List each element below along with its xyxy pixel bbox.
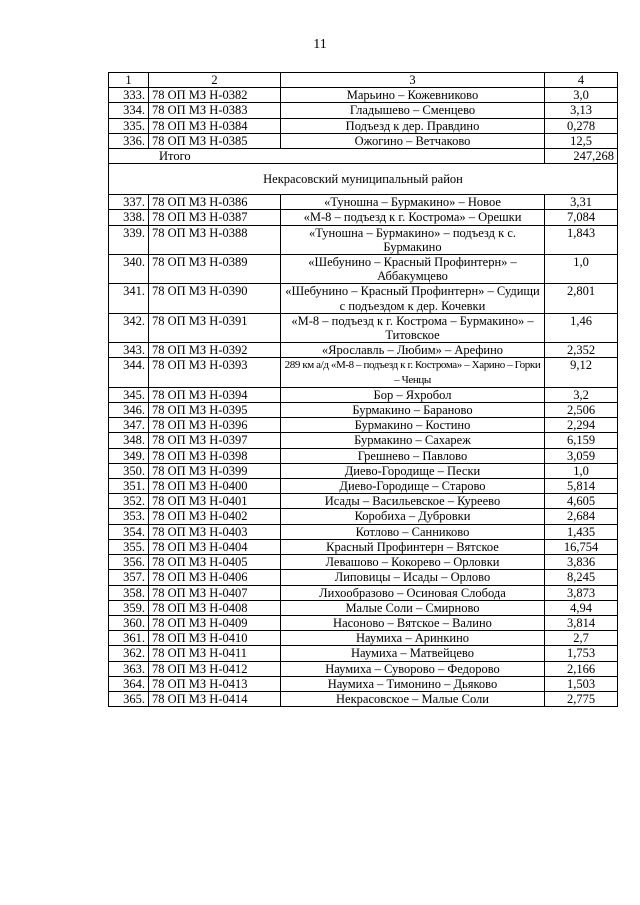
road-length: 6,159 — [545, 433, 618, 448]
road-name: Некрасовское – Малые Соли — [281, 691, 545, 706]
row-number: 364. — [109, 676, 149, 691]
road-length: 2,352 — [545, 343, 618, 358]
table-row — [109, 600, 618, 615]
road-code: 78 ОП МЗ Н-0386 — [149, 195, 281, 210]
roads-table — [108, 72, 618, 707]
road-name: Красный Профинтерн – Вятское — [281, 539, 545, 554]
road-length: 2,7 — [545, 631, 618, 646]
road-code: 78 ОП МЗ Н-0400 — [149, 479, 281, 494]
road-code: 78 ОП МЗ Н-0413 — [149, 676, 281, 691]
row-number: 358. — [109, 585, 149, 600]
road-length: 5,814 — [545, 479, 618, 494]
row-number: 335. — [109, 118, 149, 133]
road-name: Наумиха – Тимонино – Дьяково — [281, 676, 545, 691]
table-row — [109, 691, 618, 706]
table-header-row — [109, 73, 618, 88]
row-number: 336. — [109, 133, 149, 148]
table-row — [109, 118, 618, 133]
total-row — [109, 149, 618, 164]
table-row — [109, 255, 618, 284]
header-col-2: 2 — [149, 73, 281, 88]
road-code: 78 ОП МЗ Н-0403 — [149, 524, 281, 539]
road-name: Диево-Городище – Пески — [281, 463, 545, 478]
row-number: 338. — [109, 210, 149, 225]
road-length: 3,814 — [545, 615, 618, 630]
road-code: 78 ОП МЗ Н-0396 — [149, 418, 281, 433]
table-row — [109, 646, 618, 661]
road-name: 289 км а/д «М-8 – подъезд к г. Кострома» – Харино – Горки – Ченцы — [281, 358, 545, 387]
road-length: 7,084 — [545, 210, 618, 225]
table-row — [109, 479, 618, 494]
road-length: 1,435 — [545, 524, 618, 539]
road-code: 78 ОП МЗ Н-0398 — [149, 448, 281, 463]
row-number: 344. — [109, 358, 149, 387]
road-length: 2,684 — [545, 509, 618, 524]
row-number: 341. — [109, 284, 149, 313]
road-code: 78 ОП МЗ Н-0385 — [149, 133, 281, 148]
road-length: 2,775 — [545, 691, 618, 706]
table-row — [109, 676, 618, 691]
road-length: 1,503 — [545, 676, 618, 691]
road-code: 78 ОП МЗ Н-0391 — [149, 313, 281, 342]
section-row — [109, 164, 618, 195]
table-row — [109, 463, 618, 478]
row-number: 347. — [109, 418, 149, 433]
road-code: 78 ОП МЗ Н-0406 — [149, 570, 281, 585]
row-number: 333. — [109, 88, 149, 103]
table-row — [109, 225, 618, 254]
road-length: 9,12 — [545, 358, 618, 387]
road-name: Диево-Городище – Старово — [281, 479, 545, 494]
road-length: 3,0 — [545, 88, 618, 103]
road-code: 78 ОП МЗ Н-0410 — [149, 631, 281, 646]
road-code: 78 ОП МЗ Н-0411 — [149, 646, 281, 661]
row-number: 356. — [109, 555, 149, 570]
total-label: Итого — [109, 149, 545, 164]
road-code: 78 ОП МЗ Н-0395 — [149, 403, 281, 418]
table-row — [109, 313, 618, 342]
page-number: 11 — [313, 37, 327, 52]
road-length: 1,46 — [545, 313, 618, 342]
row-number: 362. — [109, 646, 149, 661]
road-code: 78 ОП МЗ Н-0392 — [149, 343, 281, 358]
table-row — [109, 631, 618, 646]
row-number: 343. — [109, 343, 149, 358]
road-length: 1,0 — [545, 255, 618, 284]
table-row — [109, 661, 618, 676]
table-row — [109, 570, 618, 585]
row-number: 342. — [109, 313, 149, 342]
table-row — [109, 494, 618, 509]
row-number: 337. — [109, 195, 149, 210]
road-name: Грешнево – Павлово — [281, 448, 545, 463]
table-row — [109, 387, 618, 402]
road-length: 4,605 — [545, 494, 618, 509]
road-code: 78 ОП МЗ Н-0389 — [149, 255, 281, 284]
road-name: Липовицы – Исады – Орлово — [281, 570, 545, 585]
table-row — [109, 555, 618, 570]
row-number: 350. — [109, 463, 149, 478]
table-row — [109, 210, 618, 225]
row-number: 360. — [109, 615, 149, 630]
road-name: Наумиха – Суворово – Федорово — [281, 661, 545, 676]
road-length: 8,245 — [545, 570, 618, 585]
road-name: «М-8 – подъезд к г. Кострома» – Орешки — [281, 210, 545, 225]
row-number: 351. — [109, 479, 149, 494]
road-name: Бурмакино – Сахареж — [281, 433, 545, 448]
road-name: Наумиха – Матвейцево — [281, 646, 545, 661]
road-code: 78 ОП МЗ Н-0387 — [149, 210, 281, 225]
road-name: «М-8 – подъезд к г. Кострома – Бурмакино» – Титовское — [281, 313, 545, 342]
road-name: Бор – Яхробол — [281, 387, 545, 402]
table-row — [109, 418, 618, 433]
road-name: Наумиха – Аринкино — [281, 631, 545, 646]
row-number: 355. — [109, 539, 149, 554]
header-col-3: 3 — [281, 73, 545, 88]
road-name: Ожогино – Ветчаково — [281, 133, 545, 148]
road-code: 78 ОП МЗ Н-0408 — [149, 600, 281, 615]
road-name: «Шебунино – Красный Профинтерн» – Судищи с подъездом к дер. Кочевки — [281, 284, 545, 313]
road-length: 3,836 — [545, 555, 618, 570]
road-name: Бурмакино – Костино — [281, 418, 545, 433]
road-length: 16,754 — [545, 539, 618, 554]
row-number: 345. — [109, 387, 149, 402]
row-number: 363. — [109, 661, 149, 676]
table-row — [109, 88, 618, 103]
row-number: 349. — [109, 448, 149, 463]
road-length: 3,2 — [545, 387, 618, 402]
road-name: Исады – Васильевское – Куреево — [281, 494, 545, 509]
table-row — [109, 103, 618, 118]
road-code: 78 ОП МЗ Н-0382 — [149, 88, 281, 103]
table-row — [109, 585, 618, 600]
table-row — [109, 195, 618, 210]
table-row — [109, 133, 618, 148]
road-code: 78 ОП МЗ Н-0394 — [149, 387, 281, 402]
row-number: 334. — [109, 103, 149, 118]
road-code: 78 ОП МЗ Н-0412 — [149, 661, 281, 676]
road-code: 78 ОП МЗ Н-0384 — [149, 118, 281, 133]
road-name: «Шебунино – Красный Профинтерн» – Аббакумцево — [281, 255, 545, 284]
road-code: 78 ОП МЗ Н-0397 — [149, 433, 281, 448]
row-number: 361. — [109, 631, 149, 646]
road-name: Коробиха – Дубровки — [281, 509, 545, 524]
table-row — [109, 403, 618, 418]
road-length: 0,278 — [545, 118, 618, 133]
total-value: 247,268 — [545, 149, 618, 164]
road-length: 3,31 — [545, 195, 618, 210]
road-length: 3,13 — [545, 103, 618, 118]
row-number: 340. — [109, 255, 149, 284]
road-length: 2,294 — [545, 418, 618, 433]
road-length: 2,506 — [545, 403, 618, 418]
table-row — [109, 433, 618, 448]
road-name: Марьино – Кожевниково — [281, 88, 545, 103]
row-number: 365. — [109, 691, 149, 706]
table-row — [109, 284, 618, 313]
road-length: 3,059 — [545, 448, 618, 463]
road-length: 2,801 — [545, 284, 618, 313]
road-code: 78 ОП МЗ Н-0409 — [149, 615, 281, 630]
road-code: 78 ОП МЗ Н-0405 — [149, 555, 281, 570]
table-row — [109, 524, 618, 539]
table-row — [109, 509, 618, 524]
row-number: 346. — [109, 403, 149, 418]
road-code: 78 ОП МЗ Н-0388 — [149, 225, 281, 254]
road-name: Насоново – Вятское – Валино — [281, 615, 545, 630]
table-row — [109, 343, 618, 358]
road-name: Левашово – Кокорево – Орловки — [281, 555, 545, 570]
road-length: 1,0 — [545, 463, 618, 478]
row-number: 339. — [109, 225, 149, 254]
road-length: 2,166 — [545, 661, 618, 676]
table-row — [109, 615, 618, 630]
road-name: Малые Соли – Смирново — [281, 600, 545, 615]
road-code: 78 ОП МЗ Н-0393 — [149, 358, 281, 387]
header-col-1: 1 — [109, 73, 149, 88]
road-code: 78 ОП МЗ Н-0383 — [149, 103, 281, 118]
road-name: Котлово – Санниково — [281, 524, 545, 539]
row-number: 354. — [109, 524, 149, 539]
road-name: Подъезд к дер. Правдино — [281, 118, 545, 133]
road-name: «Ярославль – Любим» – Арефино — [281, 343, 545, 358]
row-number: 357. — [109, 570, 149, 585]
table-row — [109, 448, 618, 463]
road-name: Гладышево – Сменцево — [281, 103, 545, 118]
section-title: Некрасовский муниципальный район — [109, 164, 618, 195]
road-length: 1,753 — [545, 646, 618, 661]
road-name: Лихообразово – Осиновая Слобода — [281, 585, 545, 600]
table-row — [109, 358, 618, 387]
road-code: 78 ОП МЗ Н-0407 — [149, 585, 281, 600]
road-length: 1,843 — [545, 225, 618, 254]
road-name: «Туношна – Бурмакино» – Новое — [281, 195, 545, 210]
road-code: 78 ОП МЗ Н-0402 — [149, 509, 281, 524]
road-code: 78 ОП МЗ Н-0404 — [149, 539, 281, 554]
road-code: 78 ОП МЗ Н-0390 — [149, 284, 281, 313]
road-length: 12,5 — [545, 133, 618, 148]
road-length: 4,94 — [545, 600, 618, 615]
road-code: 78 ОП МЗ Н-0401 — [149, 494, 281, 509]
row-number: 353. — [109, 509, 149, 524]
road-code: 78 ОП МЗ Н-0414 — [149, 691, 281, 706]
table-row — [109, 539, 618, 554]
row-number: 352. — [109, 494, 149, 509]
road-code: 78 ОП МЗ Н-0399 — [149, 463, 281, 478]
row-number: 348. — [109, 433, 149, 448]
road-name: «Тунoшна – Бурмакино» – подъезд к с. Бурмакино — [281, 225, 545, 254]
road-length: 3,873 — [545, 585, 618, 600]
road-name: Бурмакино – Бараново — [281, 403, 545, 418]
header-col-4: 4 — [545, 73, 618, 88]
row-number: 359. — [109, 600, 149, 615]
